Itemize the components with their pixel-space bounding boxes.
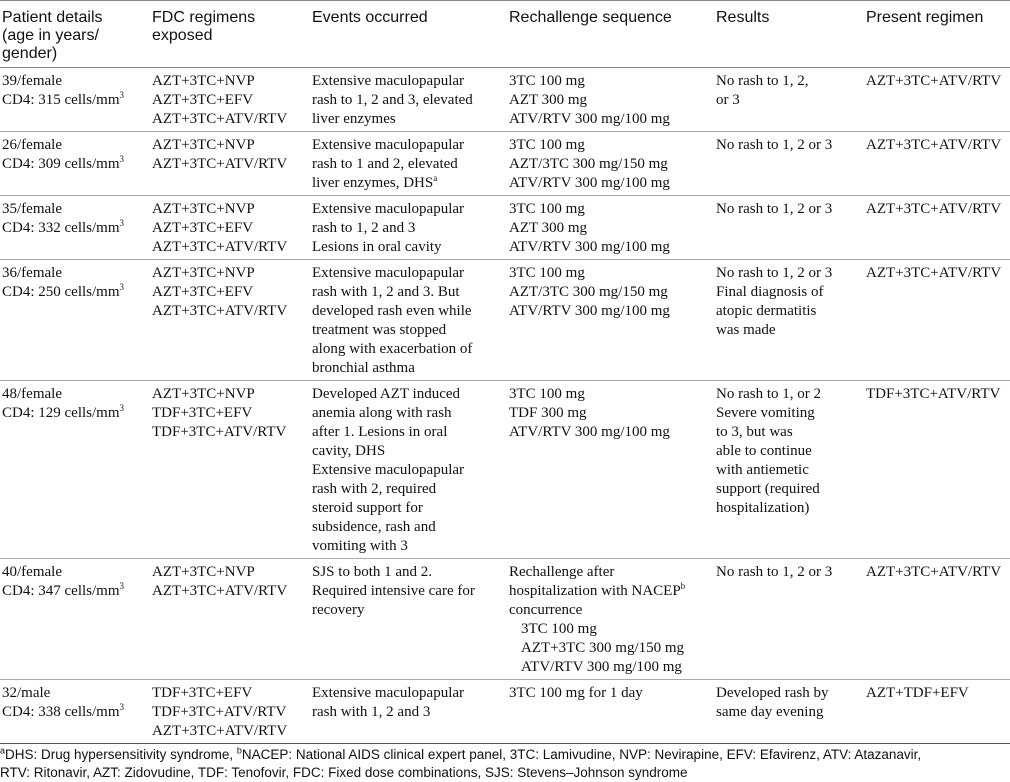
- cell-line: AZT+3TC+NVP: [152, 564, 255, 580]
- cell-line: AZT+3TC+ATV/RTV: [866, 137, 1002, 153]
- cell-line: 3TC 100 mg: [509, 265, 585, 281]
- cell-rechallenge: [507, 132, 714, 196]
- cell-line: rash with 1, 2 and 3. But: [312, 284, 460, 300]
- cell-results: [714, 196, 864, 260]
- cell-line: TDF+3TC+EFV: [152, 685, 253, 701]
- superscript: 3: [119, 90, 124, 100]
- cell-line: AZT+3TC+EFV: [152, 220, 254, 236]
- cell-line: AZT+3TC+NVP: [152, 386, 255, 402]
- cell-present: [864, 68, 1010, 132]
- cell-line: AZT+3TC+NVP: [152, 265, 255, 281]
- cell-line: liver enzymes, DHS$^a$: [312, 173, 438, 191]
- cell-line: AZT+3TC+NVP: [152, 73, 255, 89]
- cell-line: No rash to 1, 2 or 3: [716, 564, 833, 580]
- cell-line: AZT+3TC+ATV/RTV: [152, 723, 288, 739]
- cell-line: 48/female: [2, 386, 62, 402]
- cell-events: [310, 132, 507, 196]
- cell-line: rash to 1 and 2, elevated: [312, 156, 458, 172]
- superscript: 3: [119, 282, 124, 292]
- table-row: [0, 260, 1010, 381]
- cell-line: 3TC 100 mg: [509, 201, 585, 217]
- cell-line: CD4: 332 cells/$mm^3$: [2, 218, 124, 236]
- table-row: [0, 132, 1010, 196]
- column-header: Results: [714, 1, 864, 68]
- cell-line: rash to 1, 2 and 3: [312, 220, 416, 236]
- superscript: 3: [119, 154, 124, 164]
- cell-line: 3TC 100 mg: [509, 137, 585, 153]
- cell-line: 3TC 100 mg for 1 day: [509, 685, 643, 701]
- cell-present: [864, 196, 1010, 260]
- cell-results: [714, 68, 864, 132]
- cell-present: [864, 680, 1010, 744]
- cell-line: AZT+3TC+ATV/RTV: [866, 201, 1002, 217]
- cell-line: No rash to 1, or 2: [716, 386, 821, 402]
- cell-line: hospitalization with NACEP$^b$: [509, 581, 686, 599]
- cell-results: [714, 260, 864, 381]
- cell-rechallenge: [507, 559, 714, 680]
- cell-line: AZT+3TC+ATV/RTV: [866, 564, 1002, 580]
- cell-line: AZT+3TC+EFV: [152, 284, 254, 300]
- cell-line: anemia along with rash: [312, 405, 452, 421]
- cell-patient: [0, 68, 150, 132]
- cell-line: ATV/RTV 300 mg/100 mg: [509, 111, 670, 127]
- cell-results: [714, 132, 864, 196]
- table-footnote: [0, 744, 1010, 782]
- cell-line: ATV/RTV 300 mg/100 mg: [509, 303, 670, 319]
- cell-line: CD4: 347 cells/$mm^3$: [2, 581, 124, 599]
- column-header: Events occurred: [310, 1, 507, 68]
- cell-line: SJS to both 1 and 2.: [312, 564, 433, 580]
- cell-line: Severe vomiting: [716, 405, 815, 421]
- cell-line: Developed AZT induced: [312, 386, 461, 402]
- cell-line: AZT+3TC+ATV/RTV: [866, 73, 1002, 89]
- cell-line: No rash to 1, 2 or 3: [716, 137, 833, 153]
- cell-line: recovery: [312, 602, 365, 618]
- cell-line: 26/female: [2, 137, 62, 153]
- cell-line: Developed rash by: [716, 685, 829, 701]
- cell-line: 3TC 100 mg: [509, 386, 585, 402]
- column-header: Patient details (age in years/ gender): [0, 1, 150, 68]
- cell-line: AZT+3TC+ATV/RTV: [152, 303, 288, 319]
- cell-events: [310, 196, 507, 260]
- cell-line: AZT+3TC+ATV/RTV: [866, 265, 1002, 281]
- cell-rechallenge: [507, 680, 714, 744]
- cell-line: CD4: 309 cells/$mm^3$: [2, 154, 124, 172]
- cell-patient: [0, 680, 150, 744]
- cell-line: AZT/3TC 300 mg/150 mg: [509, 156, 668, 172]
- cell-line: AZT+3TC+ATV/RTV: [152, 583, 288, 599]
- cell-line: same day evening: [716, 704, 824, 720]
- cell-line: atopic dermatitis: [716, 303, 817, 319]
- cell-patient: [0, 196, 150, 260]
- cell-events: [310, 68, 507, 132]
- cell-line: Final diagnosis of: [716, 284, 824, 300]
- cell-line: ATV/RTV 300 mg/100 mg: [509, 239, 670, 255]
- cell-line: 39/female: [2, 73, 62, 89]
- cell-present: [864, 260, 1010, 381]
- cell-line: developed rash even while: [312, 303, 472, 319]
- cell-line: support (required: [716, 481, 820, 497]
- table-row: [0, 68, 1010, 132]
- cell-present: [864, 559, 1010, 680]
- cell-present: [864, 381, 1010, 559]
- cell-line: AZT+3TC+ATV/RTV: [152, 156, 288, 172]
- footnote-line: $^a$DHS: Drug hypersensitivity syndrome, $^b$NACEP: National AIDS clinical expert panel, 3TC: Lamivudine, NVP: Nevirapine, EFV: Efavirenz, ATV: Atazanavir,: [0, 745, 922, 762]
- cell-line: AZT+3TC+EFV: [152, 92, 254, 108]
- superscript: 3: [119, 581, 124, 591]
- cell-events: [310, 260, 507, 381]
- cell-line: AZT+3TC+NVP: [152, 201, 255, 217]
- cell-line: No rash to 1, 2 or 3: [716, 265, 833, 281]
- cell-line: TDF+3TC+EFV: [152, 405, 253, 421]
- cell-line: CD4: 315 cells/$mm^3$: [2, 90, 124, 108]
- cell-line: vomiting with 3: [312, 538, 408, 554]
- cell-line: AZT+3TC+ATV/RTV: [152, 111, 288, 127]
- cell-line: Extensive maculopapular: [312, 462, 465, 478]
- column-header: FDC regimens exposed: [150, 1, 310, 68]
- table-row: [0, 680, 1010, 744]
- cell-line: AZT+3TC 300 mg/150 mg: [521, 640, 685, 656]
- cell-line: concurrence: [509, 602, 583, 618]
- cell-events: [310, 680, 507, 744]
- cell-line: CD4: 338 cells/$mm^3$: [2, 702, 124, 720]
- cell-line: Extensive maculopapular: [312, 265, 465, 281]
- cell-line: rash with 2, required: [312, 481, 437, 497]
- cell-line: AZT 300 mg: [509, 92, 588, 108]
- cell-line: ATV/RTV 300 mg/100 mg: [509, 175, 670, 191]
- cell-line: Extensive maculopapular: [312, 201, 465, 217]
- cell-regimens: [150, 132, 310, 196]
- cell-patient: [0, 260, 150, 381]
- cell-line: TDF+3TC+ATV/RTV: [152, 424, 287, 440]
- superscript: 3: [119, 702, 124, 712]
- superscript: 3: [119, 218, 124, 228]
- cell-line: No rash to 1, 2 or 3: [716, 201, 833, 217]
- cell-line: AZT/3TC 300 mg/150 mg: [509, 284, 668, 300]
- cell-line: was made: [716, 322, 776, 338]
- cell-line: ATV/RTV 300 mg/100 mg: [509, 424, 670, 440]
- cell-rechallenge: [507, 381, 714, 559]
- cell-line: 3TC 100 mg: [509, 73, 585, 89]
- cell-line: steroid support for: [312, 500, 423, 516]
- column-header: Rechallenge sequence: [507, 1, 714, 68]
- cell-line: TDF+3TC+ATV/RTV: [152, 704, 287, 720]
- cell-regimens: [150, 196, 310, 260]
- cell-line: cavity, DHS: [312, 443, 386, 459]
- table-row: [0, 381, 1010, 559]
- cell-line: able to continue: [716, 443, 812, 459]
- cell-regimens: [150, 680, 310, 744]
- cell-line: to 3, but was: [716, 424, 793, 440]
- cell-line: AZT 300 mg: [509, 220, 588, 236]
- cell-regimens: [150, 260, 310, 381]
- footnote-line: RTV: Ritonavir, AZT: Zidovudine, TDF: Tenofovir, FDC: Fixed dose combinations, SJS: Stevens–Johnson syndrome: [0, 765, 688, 780]
- superscript: 3: [119, 403, 124, 413]
- cell-line: 36/female: [2, 265, 62, 281]
- cell-line: liver enzymes: [312, 111, 396, 127]
- cell-events: [310, 559, 507, 680]
- cell-line: Extensive maculopapular: [312, 73, 465, 89]
- cell-line: AZT+3TC+ATV/RTV: [152, 239, 288, 255]
- cell-line: rash to 1, 2 and 3, elevated: [312, 92, 473, 108]
- cell-line: ATV/RTV 300 mg/100 mg: [521, 659, 682, 675]
- cell-line: TDF+3TC+ATV/RTV: [866, 386, 1001, 402]
- superscript: a: [433, 173, 438, 183]
- cell-line: along with exacerbation of: [312, 341, 473, 357]
- cell-regimens: [150, 68, 310, 132]
- cell-line: 40/female: [2, 564, 62, 580]
- cell-line: 3TC 100 mg: [521, 621, 597, 637]
- cell-present: [864, 132, 1010, 196]
- cell-line: AZT+TDF+EFV: [866, 685, 969, 701]
- cell-line: rash with 1, 2 and 3: [312, 704, 431, 720]
- cell-line: after 1. Lesions in oral: [312, 424, 448, 440]
- cell-rechallenge: [507, 260, 714, 381]
- cell-patient: [0, 559, 150, 680]
- cell-line: Extensive maculopapular: [312, 685, 465, 701]
- cell-line: bronchial asthma: [312, 360, 415, 376]
- cell-line: CD4: 250 cells/$mm^3$: [2, 282, 124, 300]
- cell-line: No rash to 1, 2,: [716, 73, 809, 89]
- cell-patient: [0, 132, 150, 196]
- cell-rechallenge: [507, 196, 714, 260]
- cell-line: treatment was stopped: [312, 322, 447, 338]
- cell-line: CD4: 129 cells/$mm^3$: [2, 403, 124, 421]
- superscript: b: [680, 581, 686, 591]
- table-row: [0, 559, 1010, 680]
- cell-regimens: [150, 381, 310, 559]
- cell-results: [714, 381, 864, 559]
- cell-results: [714, 680, 864, 744]
- cell-line: AZT+3TC+NVP: [152, 137, 255, 153]
- cell-line: TDF 300 mg: [509, 405, 587, 421]
- table-row: [0, 196, 1010, 260]
- cell-results: [714, 559, 864, 680]
- cell-line: hospitalization): [716, 500, 810, 516]
- table-header-row: [0, 1, 1010, 68]
- column-header: Present regimen: [864, 1, 1010, 68]
- cell-line: 35/female: [2, 201, 62, 217]
- cell-patient: [0, 381, 150, 559]
- cell-line: Lesions in oral cavity: [312, 239, 442, 255]
- cell-regimens: [150, 559, 310, 680]
- cell-line: Extensive maculopapular: [312, 137, 465, 153]
- cell-line: or 3: [716, 92, 740, 108]
- cell-rechallenge: [507, 68, 714, 132]
- cell-events: [310, 381, 507, 559]
- cell-line: with antiemetic: [716, 462, 809, 478]
- cell-line: subsidence, rash and: [312, 519, 436, 535]
- cell-line: 32/male: [2, 685, 51, 701]
- cell-line: Required intensive care for: [312, 583, 475, 599]
- cell-line: Rechallenge after: [509, 564, 615, 580]
